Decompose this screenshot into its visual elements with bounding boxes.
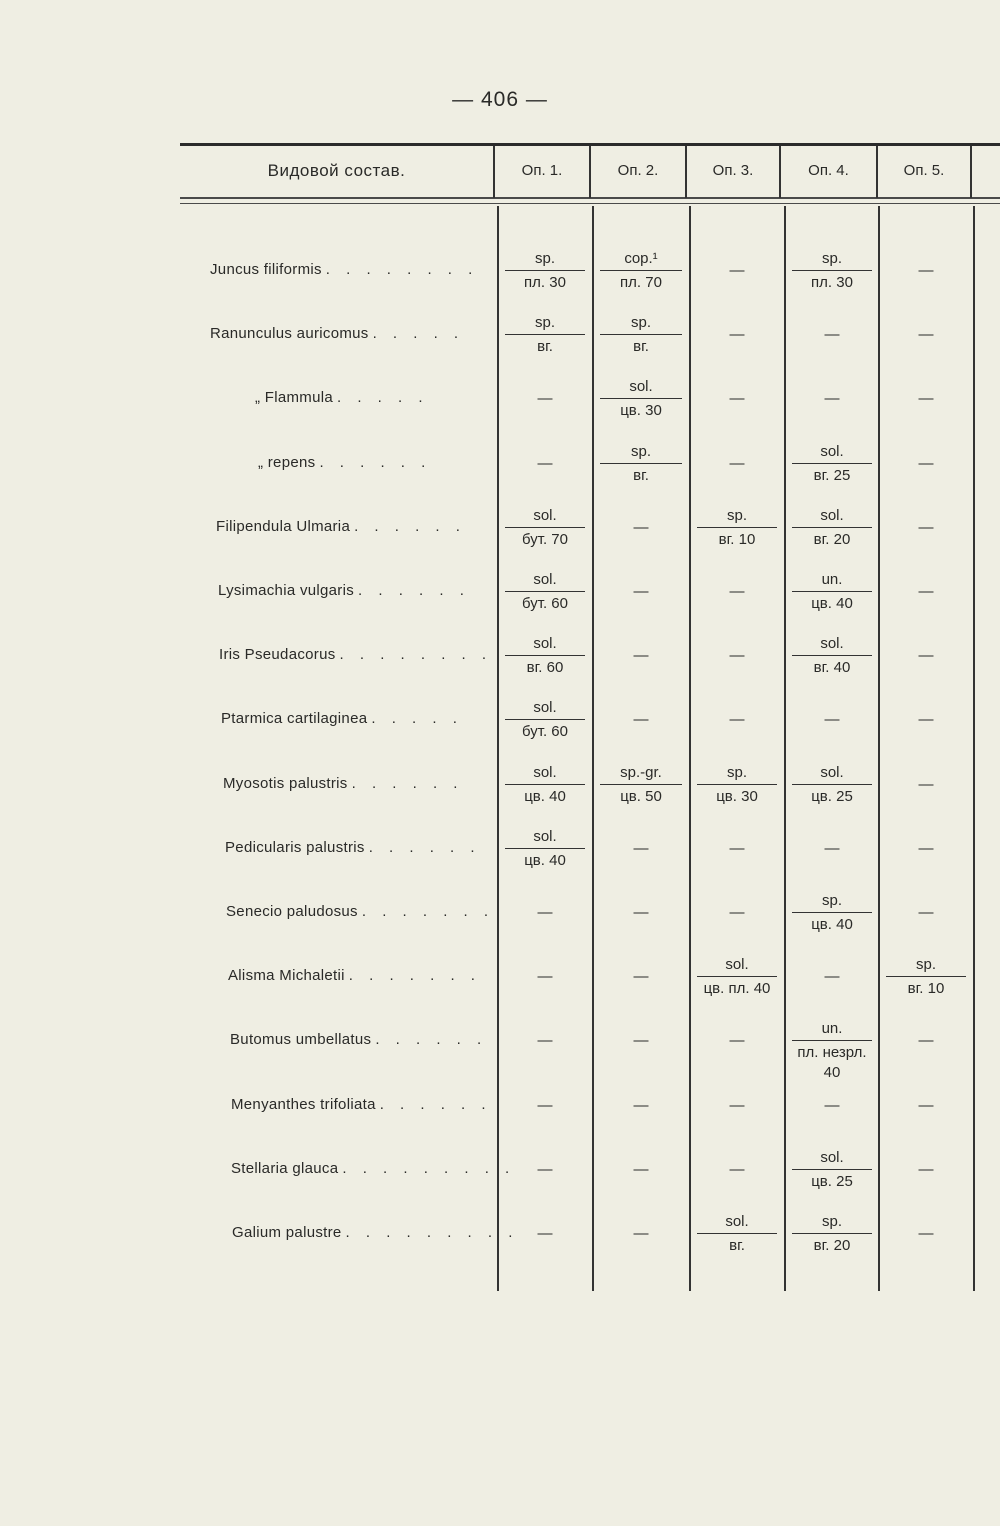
empty-cell-dash: — [918, 390, 934, 408]
species-label: Juncus filiformis [210, 261, 322, 278]
species-name [223, 775, 490, 792]
abundance-value: sol. [820, 635, 844, 653]
abundance-value: sol. [533, 506, 557, 524]
empty-cell-dash: — [918, 1160, 934, 1178]
phase-height-value: цв. 40 [811, 595, 853, 612]
header-column-3: Оп. 3. [712, 162, 754, 179]
abundance-cell [792, 634, 872, 678]
empty-cell-dash: — [633, 1225, 649, 1242]
empty-cell-dash: — [918, 326, 934, 344]
leader-dots: . . . . . . [358, 582, 470, 599]
abundance-value: sp. [726, 506, 747, 524]
phase-height-value: вг. [729, 1237, 745, 1254]
species-name [226, 903, 495, 920]
phase-height-value: вг. 60 [526, 659, 564, 677]
species-name [210, 325, 490, 342]
species-name [218, 582, 490, 599]
empty-cell-dash: — [633, 839, 649, 857]
species-label: Galium palustre [232, 1224, 342, 1241]
abundance-value: sol. [820, 506, 844, 524]
abundance-cell [600, 442, 682, 486]
header-bottom-rule-thin [180, 203, 1000, 204]
empty-cell-dash: — [537, 1096, 553, 1114]
abundance-value: sol. [629, 378, 653, 396]
abundance-cell [886, 955, 966, 999]
leader-dots: . . . . . . . . [339, 646, 493, 664]
empty-cell-dash: — [918, 1225, 934, 1242]
leader-dots: . . . . . [371, 710, 463, 728]
abundance-value: sol. [725, 956, 749, 974]
abundance-value: sp. [915, 956, 936, 974]
abundance-value: sol. [533, 635, 557, 653]
empty-cell-dash: — [918, 1096, 934, 1114]
phase-height-value: цв. 40 [524, 787, 566, 805]
species-label: Senecio paludosus [226, 903, 358, 920]
empty-cell-dash: — [918, 454, 934, 472]
empty-cell-dash: — [918, 583, 934, 600]
phase-height-value: цв. 50 [620, 787, 662, 805]
phase-height-value: пл. 30 [524, 274, 566, 291]
leader-dots: . . . . . . . . [325, 261, 479, 278]
empty-cell-dash: — [729, 583, 745, 600]
abundance-value: sol. [820, 442, 844, 460]
species-label: Alisma Michaletii [228, 967, 345, 985]
leader-dots: . . . . . . . . . [342, 1159, 516, 1177]
empty-cell-dash: — [918, 647, 934, 665]
abundance-cell [792, 1148, 872, 1192]
abundance-value: cop.¹ [624, 250, 658, 267]
body-column-line [878, 206, 880, 1291]
abundance-cell [505, 249, 585, 293]
species-name [219, 646, 493, 664]
empty-cell-dash: — [537, 968, 553, 986]
abundance-value: sp. [821, 892, 842, 909]
empty-cell-dash: — [918, 775, 934, 793]
body-column-line [497, 206, 499, 1291]
abundance-value: sp. [534, 250, 555, 267]
phase-height-value: вг. 40 [813, 659, 851, 677]
empty-cell-dash: — [729, 839, 745, 857]
leader-dots: . . . . . [372, 325, 465, 343]
phase-height-value: вг. 10 [907, 980, 945, 998]
empty-cell-dash: — [918, 711, 934, 729]
leader-dots: . . . . . . [351, 774, 464, 792]
leader-dots: . . . . . . [379, 1095, 492, 1113]
header-column-4: Оп. 4. [808, 162, 849, 179]
empty-cell-dash: — [633, 1160, 649, 1178]
header-column-2: Оп. 2. [617, 162, 659, 179]
phase-height-value: цв. 25 [811, 787, 853, 805]
abundance-value: sol. [533, 571, 557, 588]
abundance-value: un. [821, 571, 843, 588]
abundance-value: sp. [630, 442, 651, 460]
abundance-value: sol. [533, 699, 557, 717]
phase-height-value: цв. 40 [524, 851, 566, 869]
species-label: Menyanthes trifoliata [231, 1095, 376, 1113]
empty-cell-dash: — [729, 1096, 745, 1114]
species-label: Ptarmica cartilaginea [221, 710, 368, 728]
empty-cell-dash: — [918, 1032, 934, 1050]
empty-cell-dash: — [633, 647, 649, 665]
phase-height-value: цв. пл. 40 [703, 980, 771, 998]
abundance-cell [505, 506, 585, 550]
abundance-value: un. [821, 1020, 843, 1038]
abundance-cell [505, 827, 585, 871]
header-column-5: Оп. 5. [903, 162, 945, 179]
species-label: Ranunculus auricomus [210, 325, 369, 343]
empty-cell-dash: — [729, 262, 745, 279]
phase-height-value: вг. [633, 338, 649, 356]
column-separator [970, 146, 972, 198]
abundance-value: sol. [820, 1148, 844, 1166]
empty-cell-dash: — [729, 1160, 745, 1178]
abundance-value: sp. [821, 1213, 842, 1230]
abundance-cell [505, 698, 585, 742]
empty-cell-dash: — [537, 454, 553, 472]
abundance-cell [600, 313, 682, 357]
header-species: Видовой состав. [267, 161, 406, 180]
species-name [221, 710, 490, 727]
phase-height-value: вг. [537, 338, 553, 356]
empty-cell-dash: — [633, 518, 649, 536]
empty-cell-dash: — [729, 904, 745, 921]
leader-dots: . . . . . . . [361, 903, 495, 920]
abundance-cell [505, 313, 585, 357]
abundance-cell [505, 570, 585, 614]
body-column-line [689, 206, 691, 1291]
empty-cell-dash: — [537, 904, 553, 921]
empty-cell-dash: — [729, 1032, 745, 1050]
empty-cell-dash: — [729, 390, 745, 408]
species-name [232, 1224, 519, 1241]
species-name [228, 967, 490, 984]
abundance-cell [792, 1019, 872, 1083]
abundance-cell [792, 1212, 872, 1256]
empty-cell-dash: — [633, 583, 649, 600]
abundance-cell [600, 763, 682, 807]
empty-cell-dash: — [537, 1225, 553, 1242]
empty-cell-dash: — [824, 839, 840, 857]
abundance-value: sp.-gr. [620, 763, 662, 781]
species-name [225, 839, 490, 856]
empty-cell-dash: — [824, 711, 840, 729]
abundance-cell [792, 506, 872, 550]
empty-cell-dash: — [824, 326, 840, 344]
empty-cell-dash: — [729, 326, 745, 344]
species-name [230, 1031, 490, 1048]
empty-cell-dash: — [633, 968, 649, 986]
phase-height-value: пл. 30 [811, 274, 853, 291]
species-name [210, 261, 490, 278]
phase-height-value: вг. 20 [813, 530, 851, 548]
header-column-1: Оп. 1. [521, 162, 563, 179]
species-label: Pedicularis palustris [225, 838, 365, 856]
abundance-value: sp. [821, 250, 842, 267]
empty-cell-dash: — [729, 647, 745, 665]
body-column-line [973, 206, 975, 1291]
species-name [231, 1159, 516, 1177]
empty-cell-dash: — [729, 711, 745, 729]
empty-cell-dash: — [918, 262, 934, 279]
page-number: — 406 — [452, 88, 548, 111]
abundance-value: sol. [533, 827, 557, 845]
phase-height-value: цв. 30 [620, 402, 662, 420]
leader-dots: . . . . . [337, 389, 429, 407]
phase-height-value: бут. 60 [522, 723, 568, 741]
empty-cell-dash: — [824, 390, 840, 408]
abundance-cell [697, 1212, 777, 1256]
empty-cell-dash: — [824, 968, 840, 986]
empty-cell-dash: — [824, 1096, 840, 1114]
empty-cell-dash: — [633, 1096, 649, 1114]
abundance-cell [697, 763, 777, 807]
empty-cell-dash: — [633, 904, 649, 921]
empty-cell-dash: — [918, 904, 934, 921]
species-label: Iris Pseudacorus [219, 646, 336, 664]
abundance-value: sol. [820, 763, 844, 781]
abundance-cell [697, 955, 777, 999]
abundance-value: sp. [630, 314, 651, 332]
empty-cell-dash: — [918, 518, 934, 536]
species-label: Myosotis palustris [223, 774, 348, 792]
species-label: „ repens [258, 453, 316, 471]
species-name [231, 1096, 490, 1113]
leader-dots: . . . . . . . . . [345, 1224, 519, 1241]
species-label: Lysimachia vulgaris [218, 582, 355, 599]
empty-cell-dash: — [633, 711, 649, 729]
species-label: Butomus umbellatus [230, 1031, 372, 1049]
empty-cell-dash: — [537, 1160, 553, 1178]
leader-dots: . . . . . . [375, 1031, 488, 1049]
abundance-cell [792, 249, 872, 293]
phase-height-value: цв. 30 [716, 787, 758, 805]
species-name [258, 454, 490, 471]
abundance-cell [792, 763, 872, 807]
phase-height-value: пл. 70 [620, 274, 662, 291]
leader-dots: . . . . . . [319, 453, 432, 471]
abundance-value: sol. [533, 763, 557, 781]
phase-height-value: вг. 25 [813, 466, 851, 484]
abundance-cell [792, 570, 872, 614]
leader-dots: . . . . . . . [348, 967, 481, 985]
species-label: Stellaria glauca [231, 1159, 339, 1177]
empty-cell-dash: — [537, 1032, 553, 1050]
abundance-cell [600, 377, 682, 421]
empty-cell-dash: — [729, 454, 745, 472]
leader-dots: . . . . . . [368, 838, 481, 856]
abundance-cell [600, 249, 682, 293]
phase-height-value: пл. незрл. 40 [797, 1044, 867, 1082]
species-label: Filipendula Ulmaria [216, 517, 351, 535]
phase-height-value: цв. 40 [811, 916, 853, 933]
phase-height-value: бут. 60 [522, 595, 568, 612]
abundance-value: sol. [725, 1213, 749, 1230]
empty-cell-dash: — [537, 390, 553, 408]
species-name [255, 389, 490, 406]
abundance-cell [505, 634, 585, 678]
abundance-cell [792, 891, 872, 935]
body-column-line [784, 206, 786, 1291]
leader-dots: . . . . . . [354, 517, 466, 535]
abundance-cell [792, 442, 872, 486]
phase-height-value: вг. 20 [813, 1237, 851, 1254]
abundance-cell [697, 506, 777, 550]
phase-height-value: вг. [633, 466, 649, 484]
phase-height-value: вг. 10 [718, 530, 756, 548]
empty-cell-dash: — [633, 1032, 649, 1050]
phase-height-value: бут. 70 [522, 530, 568, 548]
abundance-value: sp. [726, 763, 747, 781]
species-label: „ Flammula [255, 389, 334, 407]
abundance-cell [505, 763, 585, 807]
abundance-value: sp. [534, 314, 555, 332]
body-column-line [592, 206, 594, 1291]
phase-height-value: цв. 25 [811, 1172, 853, 1190]
species-name [216, 518, 490, 535]
empty-cell-dash: — [918, 839, 934, 857]
